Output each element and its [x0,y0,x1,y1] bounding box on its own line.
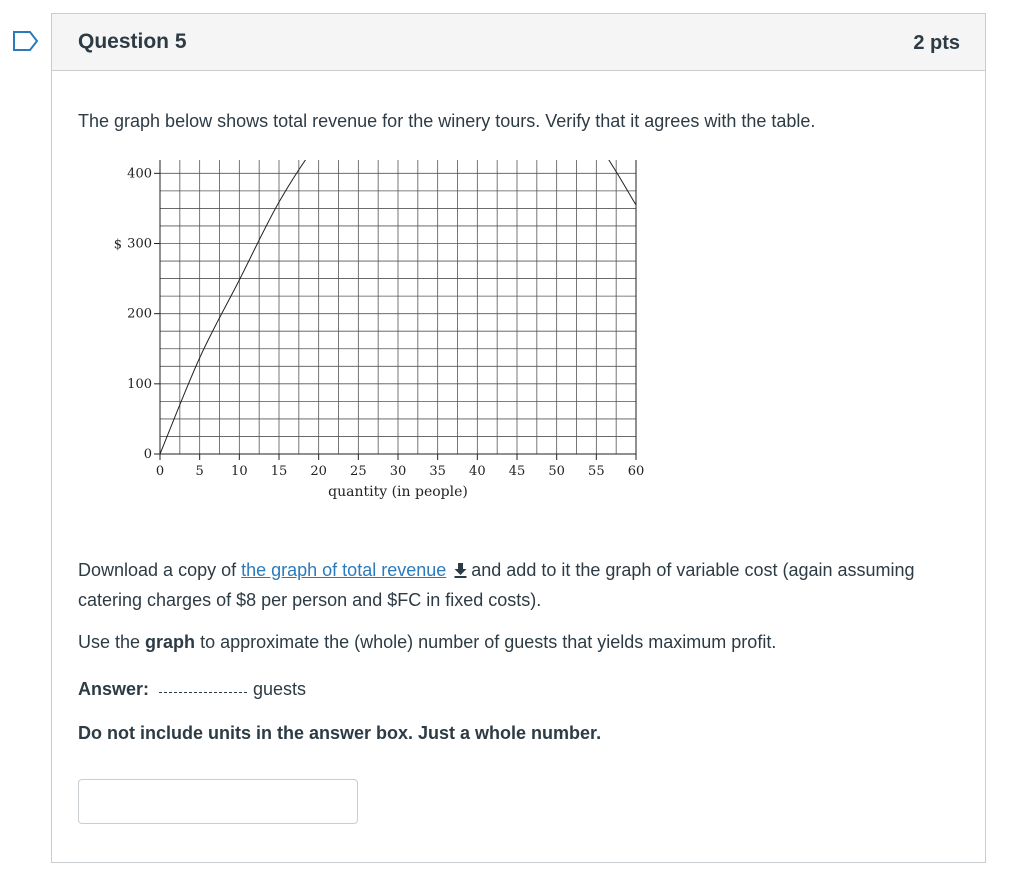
y-tick-label: 0 [143,447,152,462]
chart-grid [160,160,636,454]
y-tick-label: 200 [127,306,152,322]
question-card [51,13,986,863]
x-tick-label: 35 [429,464,446,479]
answer-blank [159,682,247,693]
x-tick-label: 20 [310,464,327,479]
answer-note: Do not include units in the answer box. Just a whole number. [78,723,602,743]
y-axis-label: $ [113,237,122,253]
x-tick-label: 0 [155,464,165,479]
download-instructions [78,555,958,615]
answer-label: Answer: [78,679,150,699]
chart-ticks [114,160,645,500]
x-tick-label: 15 [270,464,288,479]
total-revenue-graph-link[interactable]: the graph of total revenue [241,560,447,580]
question-points: 2 pts [913,32,960,54]
answer-unit: guests [253,679,307,699]
question-header [52,14,985,71]
x-tick-label: 45 [508,464,526,479]
x-tick-label: 10 [231,464,248,479]
total-revenue-chart [106,160,666,510]
x-tick-label: 30 [389,464,407,479]
answer-input[interactable] [78,779,358,824]
use-text-bold: graph [145,632,196,652]
download-text-after: and add to it the graph of variable cost (again assuming catering charges of $8 per person and $FC in fixed costs). [78,560,915,610]
x-axis-label: quantity (in people) [328,484,468,500]
answer-line [78,679,306,700]
use-text-after: to approximate the (whole) number of guests that yields maximum profit. [195,632,777,652]
download-icon[interactable] [454,563,467,578]
y-tick-label: 100 [127,376,152,392]
y-tick-label: 400 [127,166,152,182]
use-text-before: Use the [78,632,146,652]
x-tick-label: 5 [195,464,204,479]
x-tick-label: 25 [350,464,367,479]
download-text-before: Download a copy of [78,560,242,580]
x-tick-label: 60 [627,464,645,479]
bookmark-flag-icon[interactable] [13,31,39,51]
question-intro: The graph below shows total revenue for the winery tours. Verify that it agrees with the table. [78,111,816,131]
y-tick-label: 300 [127,236,152,252]
x-tick-label: 50 [548,464,565,479]
chart-axes [155,160,636,454]
x-tick-label: 40 [469,464,486,479]
question-title: Question 5 [78,30,187,53]
use-graph-instruction [78,627,958,657]
x-tick-label: 55 [588,464,605,479]
